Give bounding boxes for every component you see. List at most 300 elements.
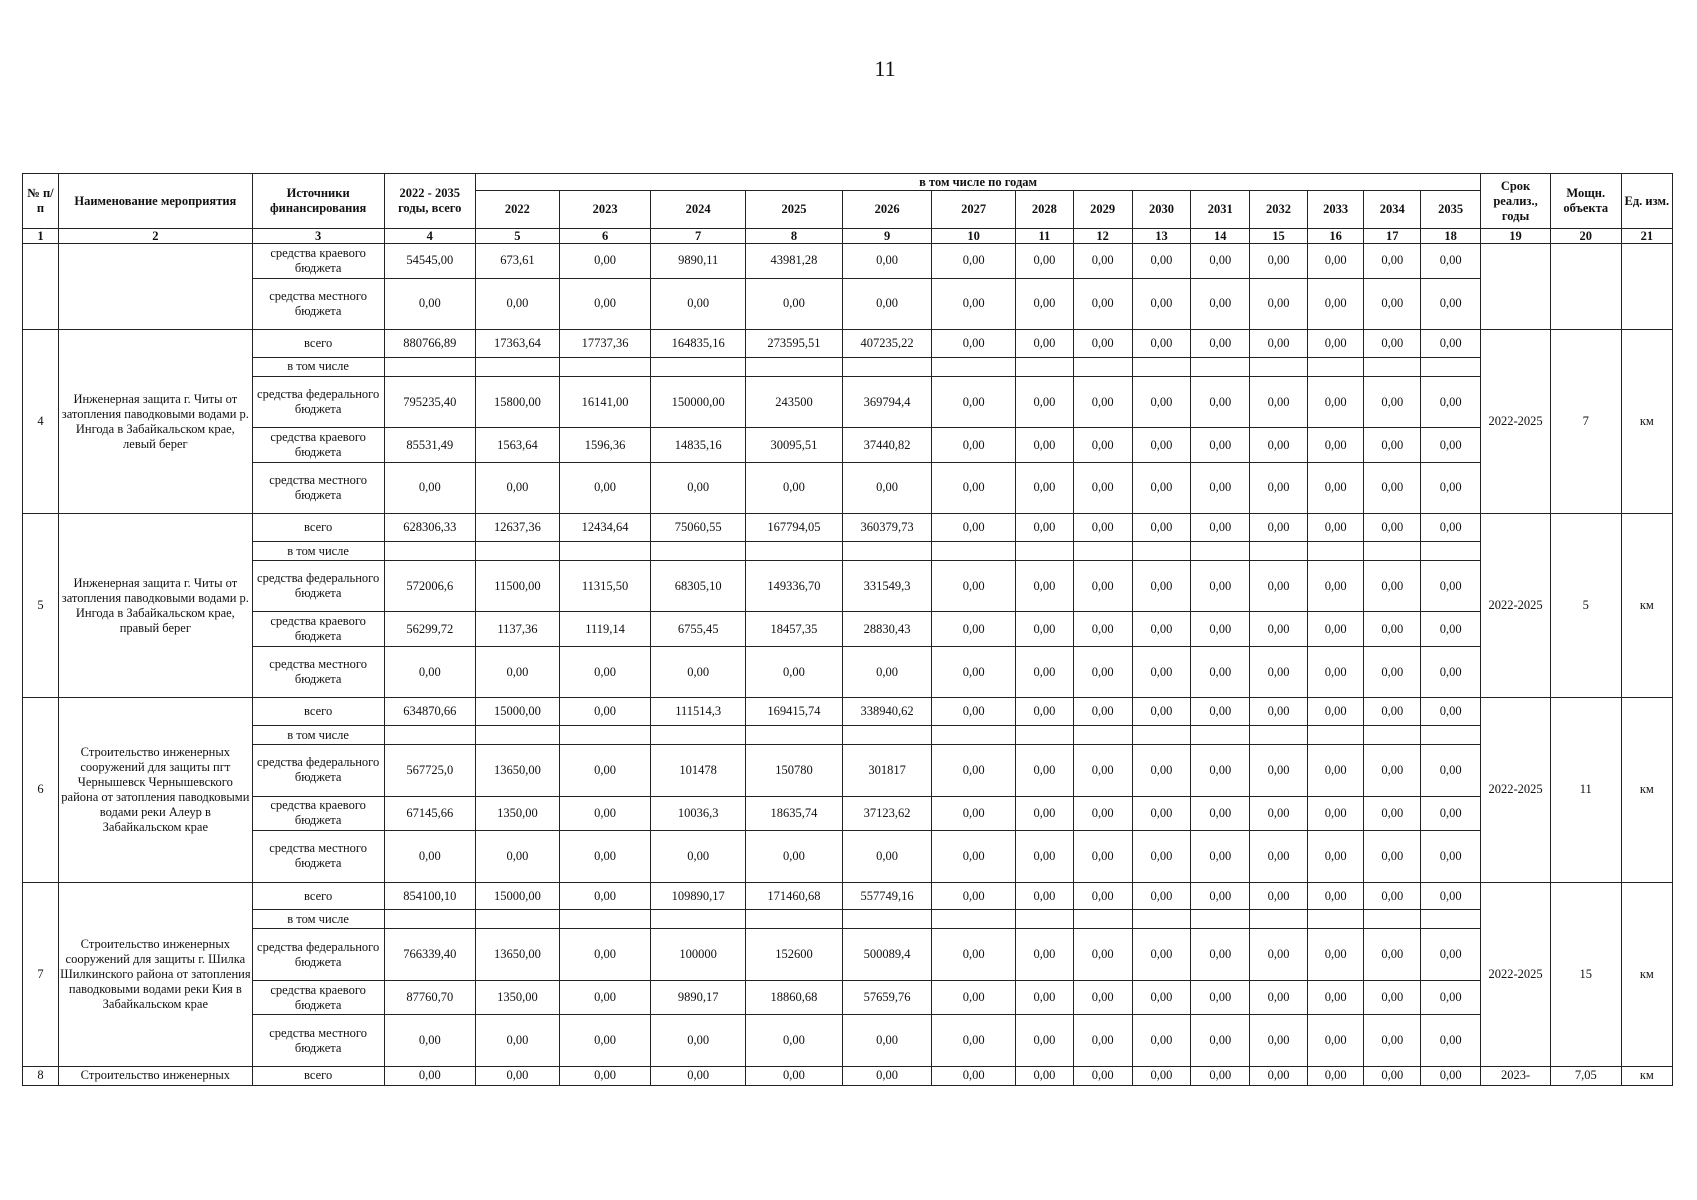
year-value-cell: 0,00 xyxy=(932,428,1016,463)
year-value-cell xyxy=(746,910,843,929)
year-value-cell: 0,00 xyxy=(1307,329,1364,357)
funding-source-cell: средства федерального бюджета xyxy=(252,929,384,980)
year-value-cell xyxy=(1073,357,1132,376)
funding-source-cell: средства краевого бюджета xyxy=(252,612,384,647)
column-number: 7 xyxy=(651,229,746,244)
year-value-cell: 0,00 xyxy=(1364,561,1421,612)
year-value-cell: 0,00 xyxy=(1307,462,1364,513)
year-value-cell: 0,00 xyxy=(932,376,1016,427)
year-value-cell: 0,00 xyxy=(932,462,1016,513)
year-value-cell: 167794,05 xyxy=(746,514,843,542)
year-value-cell: 0,00 xyxy=(1132,647,1191,698)
year-value-cell: 0,00 xyxy=(746,1066,843,1085)
year-value-cell: 0,00 xyxy=(651,278,746,329)
year-value-cell xyxy=(932,357,1016,376)
year-value-cell: 0,00 xyxy=(475,1015,559,1066)
year-value-cell: 0,00 xyxy=(1016,698,1074,726)
column-number: 21 xyxy=(1621,229,1672,244)
year-value-cell: 13650,00 xyxy=(475,929,559,980)
year-value-cell: 0,00 xyxy=(1191,428,1250,463)
year-value-cell: 0,00 xyxy=(1016,980,1074,1015)
column-number: 11 xyxy=(1016,229,1074,244)
year-value-cell: 0,00 xyxy=(1191,329,1250,357)
year-value-cell: 338940,62 xyxy=(842,698,931,726)
year-value-cell: 0,00 xyxy=(1191,647,1250,698)
year-value-cell: 75060,55 xyxy=(651,514,746,542)
year-value-cell: 0,00 xyxy=(1191,882,1250,910)
header-num: № п/ п xyxy=(23,174,59,229)
year-value-cell: 500089,4 xyxy=(842,929,931,980)
project-name-cell: Строительство инженерных xyxy=(58,1066,252,1085)
year-value-cell: 0,00 xyxy=(1073,745,1132,796)
column-numbers-row xyxy=(23,229,1673,244)
year-value-cell: 0,00 xyxy=(746,831,843,882)
year-value-cell: 164835,16 xyxy=(651,329,746,357)
year-value-cell: 0,00 xyxy=(475,831,559,882)
year-value-cell: 0,00 xyxy=(1132,329,1191,357)
project-name-cell: Инженерная защита г. Читы от затопления паводковыми водами р. Ингода в Забайкальском крае, левый берег xyxy=(58,329,252,513)
year-value-cell: 0,00 xyxy=(1073,612,1132,647)
year-value-cell xyxy=(1132,357,1191,376)
financing-table xyxy=(22,173,1673,1086)
header-year: 2023 xyxy=(559,191,650,229)
year-value-cell: 0,00 xyxy=(559,745,650,796)
column-number: 14 xyxy=(1191,229,1250,244)
power-cell: 7 xyxy=(1550,329,1621,513)
year-value-cell: 0,00 xyxy=(842,1066,931,1085)
table-row xyxy=(23,698,1673,726)
year-value-cell: 273595,51 xyxy=(746,329,843,357)
year-value-cell: 0,00 xyxy=(1364,831,1421,882)
year-value-cell: 0,00 xyxy=(1250,831,1308,882)
year-value-cell: 0,00 xyxy=(1132,244,1191,279)
row-number-cell: 5 xyxy=(23,514,59,698)
header-year: 2035 xyxy=(1421,191,1481,229)
year-value-cell: 0,00 xyxy=(1307,561,1364,612)
year-value-cell xyxy=(1191,726,1250,745)
year-value-cell: 360379,73 xyxy=(842,514,931,542)
year-value-cell xyxy=(1307,542,1364,561)
year-value-cell: 0,00 xyxy=(1132,428,1191,463)
year-value-cell xyxy=(1421,726,1481,745)
year-value-cell: 0,00 xyxy=(1307,514,1364,542)
total-cell: 87760,70 xyxy=(384,980,475,1015)
year-value-cell: 0,00 xyxy=(1421,329,1481,357)
year-value-cell: 0,00 xyxy=(559,462,650,513)
year-value-cell: 0,00 xyxy=(1421,1015,1481,1066)
year-value-cell: 0,00 xyxy=(1132,462,1191,513)
year-value-cell: 0,00 xyxy=(1250,561,1308,612)
funding-source-cell: всего xyxy=(252,1066,384,1085)
table-row xyxy=(23,726,1673,745)
funding-source-cell: средства краевого бюджета xyxy=(252,244,384,279)
year-value-cell: 0,00 xyxy=(1016,831,1074,882)
year-value-cell xyxy=(559,357,650,376)
year-value-cell: 331549,3 xyxy=(842,561,931,612)
year-value-cell: 0,00 xyxy=(842,244,931,279)
year-value-cell: 0,00 xyxy=(1307,647,1364,698)
total-cell: 795235,40 xyxy=(384,376,475,427)
year-value-cell: 0,00 xyxy=(1191,514,1250,542)
year-value-cell xyxy=(1421,910,1481,929)
year-value-cell: 0,00 xyxy=(1307,980,1364,1015)
total-cell: 56299,72 xyxy=(384,612,475,647)
column-number: 17 xyxy=(1364,229,1421,244)
year-value-cell: 0,00 xyxy=(932,561,1016,612)
year-value-cell: 0,00 xyxy=(1016,244,1074,279)
year-value-cell: 1119,14 xyxy=(559,612,650,647)
year-value-cell: 0,00 xyxy=(1016,428,1074,463)
unit-cell: км xyxy=(1621,329,1672,513)
header-year: 2032 xyxy=(1250,191,1308,229)
year-value-cell: 0,00 xyxy=(1073,882,1132,910)
column-number: 15 xyxy=(1250,229,1308,244)
year-value-cell: 0,00 xyxy=(1132,1066,1191,1085)
year-value-cell: 0,00 xyxy=(1364,647,1421,698)
total-cell: 0,00 xyxy=(384,647,475,698)
year-value-cell: 0,00 xyxy=(1307,244,1364,279)
term-cell: 2022-2025 xyxy=(1481,514,1551,698)
column-number: 6 xyxy=(559,229,650,244)
year-value-cell: 0,00 xyxy=(1364,745,1421,796)
year-value-cell: 0,00 xyxy=(1421,376,1481,427)
year-value-cell: 0,00 xyxy=(559,698,650,726)
year-value-cell: 0,00 xyxy=(475,1066,559,1085)
year-value-cell: 0,00 xyxy=(1364,462,1421,513)
total-cell: 854100,10 xyxy=(384,882,475,910)
year-value-cell: 0,00 xyxy=(746,462,843,513)
year-value-cell: 0,00 xyxy=(1307,882,1364,910)
year-value-cell: 0,00 xyxy=(1191,698,1250,726)
year-value-cell xyxy=(842,357,931,376)
funding-source-cell: средства краевого бюджета xyxy=(252,796,384,831)
header-year: 2024 xyxy=(651,191,746,229)
year-value-cell: 0,00 xyxy=(559,796,650,831)
year-value-cell: 0,00 xyxy=(1016,1066,1074,1085)
table-row xyxy=(23,514,1673,542)
term-cell: 2022-2025 xyxy=(1481,882,1551,1066)
year-value-cell xyxy=(932,542,1016,561)
year-value-cell: 1563,64 xyxy=(475,428,559,463)
term-cell xyxy=(1481,244,1551,330)
header-year: 2029 xyxy=(1073,191,1132,229)
year-value-cell: 0,00 xyxy=(1307,831,1364,882)
year-value-cell: 0,00 xyxy=(559,244,650,279)
year-value-cell: 0,00 xyxy=(1191,462,1250,513)
year-value-cell xyxy=(1364,726,1421,745)
year-value-cell: 30095,51 xyxy=(746,428,843,463)
year-value-cell: 37440,82 xyxy=(842,428,931,463)
funding-source-cell: в том числе xyxy=(252,542,384,561)
table-row xyxy=(23,745,1673,796)
year-value-cell: 0,00 xyxy=(1250,376,1308,427)
year-value-cell: 0,00 xyxy=(1250,1015,1308,1066)
year-value-cell: 0,00 xyxy=(932,514,1016,542)
year-value-cell: 0,00 xyxy=(475,278,559,329)
year-value-cell: 0,00 xyxy=(1364,882,1421,910)
year-value-cell: 0,00 xyxy=(1421,980,1481,1015)
year-value-cell: 18457,35 xyxy=(746,612,843,647)
year-value-cell: 0,00 xyxy=(932,1066,1016,1085)
year-value-cell: 0,00 xyxy=(1250,929,1308,980)
year-value-cell: 37123,62 xyxy=(842,796,931,831)
funding-source-cell: всего xyxy=(252,329,384,357)
year-value-cell xyxy=(651,726,746,745)
project-name-cell: Инженерная защита г. Читы от затопления паводковыми водами р. Ингода в Забайкальском крае, правый берег xyxy=(58,514,252,698)
year-value-cell xyxy=(932,910,1016,929)
year-value-cell: 109890,17 xyxy=(651,882,746,910)
year-value-cell: 0,00 xyxy=(1421,796,1481,831)
year-value-cell: 0,00 xyxy=(1073,428,1132,463)
year-value-cell: 0,00 xyxy=(1073,647,1132,698)
year-value-cell: 0,00 xyxy=(1421,561,1481,612)
row-number-cell: 7 xyxy=(23,882,59,1066)
year-value-cell: 0,00 xyxy=(651,647,746,698)
column-number: 12 xyxy=(1073,229,1132,244)
column-number: 2 xyxy=(58,229,252,244)
total-cell xyxy=(384,357,475,376)
year-value-cell: 0,00 xyxy=(559,929,650,980)
header-year: 2027 xyxy=(932,191,1016,229)
year-value-cell: 0,00 xyxy=(1132,831,1191,882)
year-value-cell xyxy=(1250,357,1308,376)
year-value-cell: 0,00 xyxy=(1250,329,1308,357)
year-value-cell xyxy=(1132,542,1191,561)
total-cell: 0,00 xyxy=(384,462,475,513)
year-value-cell: 0,00 xyxy=(1421,647,1481,698)
header-total: 2022 - 2035 годы, всего xyxy=(384,174,475,229)
year-value-cell: 0,00 xyxy=(1364,428,1421,463)
header-name: Наименование мероприятия xyxy=(58,174,252,229)
funding-source-cell: всего xyxy=(252,514,384,542)
year-value-cell: 10036,3 xyxy=(651,796,746,831)
funding-source-cell: в том числе xyxy=(252,726,384,745)
year-value-cell: 0,00 xyxy=(1250,428,1308,463)
power-cell xyxy=(1550,244,1621,330)
year-value-cell: 6755,45 xyxy=(651,612,746,647)
year-value-cell: 68305,10 xyxy=(651,561,746,612)
year-value-cell xyxy=(651,542,746,561)
year-value-cell: 407235,22 xyxy=(842,329,931,357)
year-value-cell: 0,00 xyxy=(1073,698,1132,726)
column-number: 20 xyxy=(1550,229,1621,244)
year-value-cell: 0,00 xyxy=(1132,980,1191,1015)
total-cell: 766339,40 xyxy=(384,929,475,980)
header-year: 2022 xyxy=(475,191,559,229)
table-row xyxy=(23,462,1673,513)
year-value-cell: 0,00 xyxy=(932,278,1016,329)
year-value-cell: 0,00 xyxy=(1250,745,1308,796)
year-value-cell: 0,00 xyxy=(1364,612,1421,647)
year-value-cell: 0,00 xyxy=(1307,745,1364,796)
year-value-cell: 0,00 xyxy=(1250,647,1308,698)
table-row xyxy=(23,980,1673,1015)
year-value-cell: 0,00 xyxy=(932,329,1016,357)
column-number: 3 xyxy=(252,229,384,244)
year-value-cell: 0,00 xyxy=(1191,1015,1250,1066)
year-value-cell: 17737,36 xyxy=(559,329,650,357)
year-value-cell: 0,00 xyxy=(932,1015,1016,1066)
year-value-cell: 0,00 xyxy=(1421,745,1481,796)
year-value-cell: 0,00 xyxy=(1364,329,1421,357)
year-value-cell: 15800,00 xyxy=(475,376,559,427)
year-value-cell xyxy=(1421,357,1481,376)
table-row xyxy=(23,278,1673,329)
year-value-cell: 169415,74 xyxy=(746,698,843,726)
table-row xyxy=(23,376,1673,427)
total-cell: 54545,00 xyxy=(384,244,475,279)
year-value-cell: 0,00 xyxy=(1250,1066,1308,1085)
table-row xyxy=(23,329,1673,357)
year-value-cell: 0,00 xyxy=(1421,514,1481,542)
funding-source-cell: средства федерального бюджета xyxy=(252,745,384,796)
table-row xyxy=(23,542,1673,561)
year-value-cell: 0,00 xyxy=(1364,278,1421,329)
year-value-cell: 9890,11 xyxy=(651,244,746,279)
year-value-cell xyxy=(1191,357,1250,376)
table-row xyxy=(23,244,1673,279)
page-number: 11 xyxy=(874,56,896,81)
total-cell: 0,00 xyxy=(384,831,475,882)
year-value-cell: 9890,17 xyxy=(651,980,746,1015)
year-value-cell: 0,00 xyxy=(1250,882,1308,910)
year-value-cell: 0,00 xyxy=(1421,244,1481,279)
funding-source-cell: в том числе xyxy=(252,910,384,929)
table-row xyxy=(23,561,1673,612)
year-value-cell: 0,00 xyxy=(1073,929,1132,980)
total-cell: 634870,66 xyxy=(384,698,475,726)
year-value-cell: 0,00 xyxy=(1250,514,1308,542)
year-value-cell: 0,00 xyxy=(1307,929,1364,980)
year-value-cell: 0,00 xyxy=(1364,514,1421,542)
total-cell: 567725,0 xyxy=(384,745,475,796)
year-value-cell: 0,00 xyxy=(1421,698,1481,726)
year-value-cell: 0,00 xyxy=(1073,278,1132,329)
year-value-cell: 0,00 xyxy=(559,882,650,910)
year-value-cell: 0,00 xyxy=(1250,278,1308,329)
header-years-group: в том числе по годам xyxy=(475,174,1480,191)
year-value-cell: 243500 xyxy=(746,376,843,427)
year-value-cell xyxy=(842,910,931,929)
power-cell: 5 xyxy=(1550,514,1621,698)
year-value-cell: 0,00 xyxy=(1016,647,1074,698)
year-value-cell: 57659,76 xyxy=(842,980,931,1015)
year-value-cell xyxy=(746,542,843,561)
year-value-cell: 14835,16 xyxy=(651,428,746,463)
funding-source-cell: средства краевого бюджета xyxy=(252,980,384,1015)
year-value-cell: 0,00 xyxy=(1307,278,1364,329)
year-value-cell: 1350,00 xyxy=(475,980,559,1015)
year-value-cell: 15000,00 xyxy=(475,698,559,726)
year-value-cell: 0,00 xyxy=(1250,698,1308,726)
year-value-cell: 0,00 xyxy=(559,278,650,329)
year-value-cell: 0,00 xyxy=(746,278,843,329)
header-year: 2033 xyxy=(1307,191,1364,229)
project-name-cell xyxy=(58,244,252,330)
year-value-cell: 0,00 xyxy=(932,882,1016,910)
total-cell xyxy=(384,726,475,745)
total-cell: 85531,49 xyxy=(384,428,475,463)
table-row xyxy=(23,796,1673,831)
column-number: 1 xyxy=(23,229,59,244)
year-value-cell: 16141,00 xyxy=(559,376,650,427)
year-value-cell: 0,00 xyxy=(1073,244,1132,279)
year-value-cell: 0,00 xyxy=(1421,278,1481,329)
year-value-cell: 0,00 xyxy=(1073,561,1132,612)
year-value-cell xyxy=(475,357,559,376)
year-value-cell: 0,00 xyxy=(1191,980,1250,1015)
year-value-cell xyxy=(559,726,650,745)
year-value-cell: 0,00 xyxy=(1421,428,1481,463)
year-value-cell: 0,00 xyxy=(651,1066,746,1085)
year-value-cell: 0,00 xyxy=(1364,980,1421,1015)
year-value-cell: 101478 xyxy=(651,745,746,796)
year-value-cell: 0,00 xyxy=(1132,376,1191,427)
table-row xyxy=(23,1015,1673,1066)
year-value-cell: 0,00 xyxy=(651,831,746,882)
term-cell: 2022-2025 xyxy=(1481,698,1551,882)
year-value-cell: 0,00 xyxy=(1250,796,1308,831)
table-header xyxy=(23,174,1673,244)
year-value-cell: 0,00 xyxy=(1191,278,1250,329)
year-value-cell: 0,00 xyxy=(1364,929,1421,980)
year-value-cell: 0,00 xyxy=(1307,428,1364,463)
year-value-cell: 0,00 xyxy=(1016,278,1074,329)
year-value-cell: 13650,00 xyxy=(475,745,559,796)
year-value-cell: 43981,28 xyxy=(746,244,843,279)
header-year: 2026 xyxy=(842,191,931,229)
year-value-cell xyxy=(475,910,559,929)
year-value-cell: 0,00 xyxy=(842,278,931,329)
year-value-cell: 0,00 xyxy=(1016,329,1074,357)
year-value-cell: 15000,00 xyxy=(475,882,559,910)
year-value-cell: 0,00 xyxy=(932,698,1016,726)
year-value-cell: 0,00 xyxy=(1250,980,1308,1015)
year-value-cell: 0,00 xyxy=(1191,1066,1250,1085)
year-value-cell: 12637,36 xyxy=(475,514,559,542)
table-row xyxy=(23,882,1673,910)
year-value-cell: 0,00 xyxy=(1073,462,1132,513)
unit-cell xyxy=(1621,244,1672,330)
year-value-cell xyxy=(1016,542,1074,561)
year-value-cell: 0,00 xyxy=(1073,329,1132,357)
year-value-cell: 0,00 xyxy=(1132,612,1191,647)
funding-source-cell: средства федерального бюджета xyxy=(252,561,384,612)
unit-cell: км xyxy=(1621,882,1672,1066)
year-value-cell: 0,00 xyxy=(1307,1066,1364,1085)
year-value-cell: 0,00 xyxy=(559,980,650,1015)
year-value-cell: 0,00 xyxy=(1364,1015,1421,1066)
year-value-cell: 0,00 xyxy=(1016,929,1074,980)
year-value-cell: 0,00 xyxy=(1132,561,1191,612)
table-row xyxy=(23,929,1673,980)
table-row xyxy=(23,910,1673,929)
term-cell: 2023- xyxy=(1481,1066,1551,1085)
unit-cell: км xyxy=(1621,514,1672,698)
year-value-cell: 0,00 xyxy=(1073,514,1132,542)
year-value-cell: 673,61 xyxy=(475,244,559,279)
year-value-cell: 0,00 xyxy=(1191,745,1250,796)
table-row xyxy=(23,612,1673,647)
year-value-cell: 0,00 xyxy=(1191,831,1250,882)
year-value-cell: 18635,74 xyxy=(746,796,843,831)
year-value-cell: 0,00 xyxy=(1132,278,1191,329)
year-value-cell xyxy=(559,542,650,561)
year-value-cell xyxy=(1421,542,1481,561)
year-value-cell: 0,00 xyxy=(1016,376,1074,427)
year-value-cell: 0,00 xyxy=(842,831,931,882)
year-value-cell xyxy=(746,726,843,745)
